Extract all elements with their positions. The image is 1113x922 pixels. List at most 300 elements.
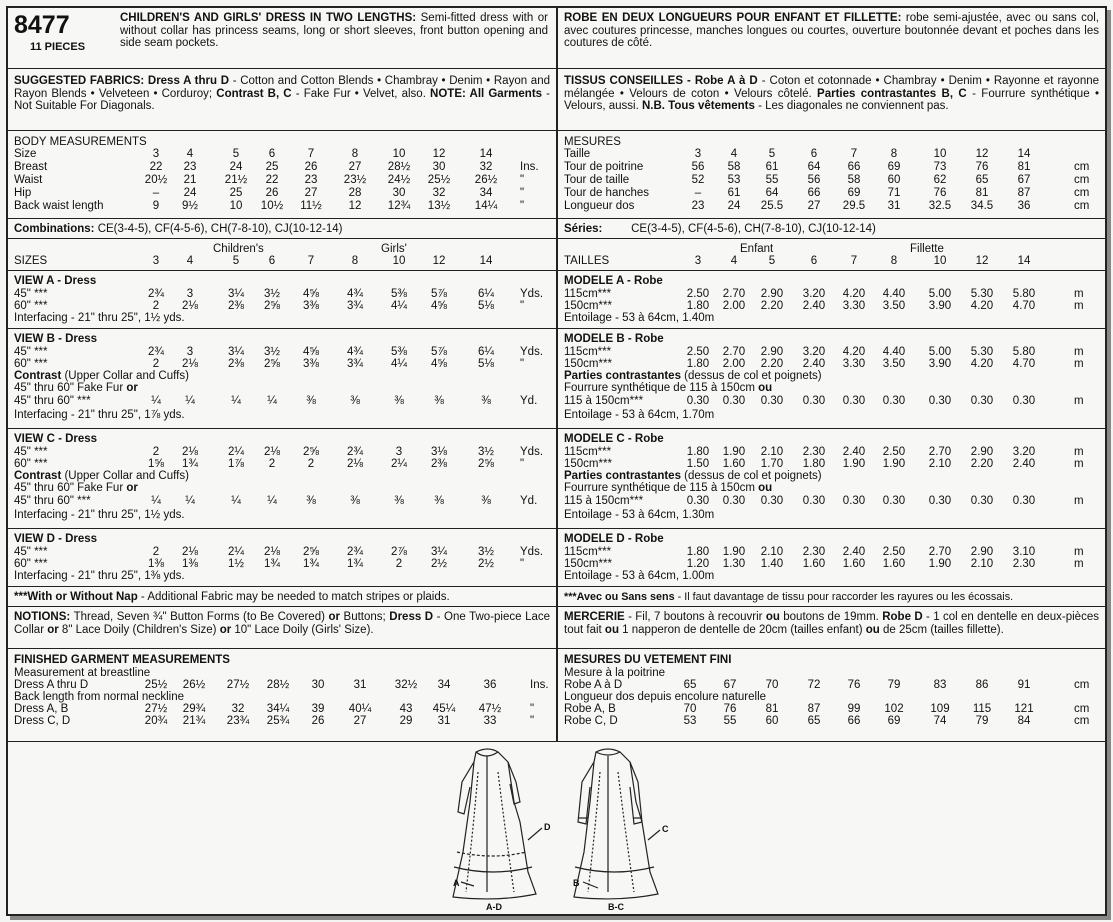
cell-value: 0.30: [842, 395, 866, 407]
row-label: Back waist length: [14, 200, 104, 212]
cell-value: 1.90: [722, 546, 746, 558]
size-header: 7: [850, 255, 858, 267]
cell-value: 76: [847, 679, 861, 691]
description: [120, 12, 548, 50]
cell-value: 69: [847, 187, 861, 199]
row-label: Hip: [14, 187, 32, 199]
cell-value: 5⅞: [431, 346, 447, 358]
cell-value: 1.40: [760, 558, 784, 570]
cell-value: 4.20: [842, 288, 866, 300]
cell-value: 2.40: [1012, 458, 1036, 470]
cell-value: 1.70: [760, 458, 784, 470]
size-header: 14: [479, 255, 493, 267]
cell-value: 86: [975, 679, 989, 691]
row-label: Waist: [14, 174, 43, 186]
cell-value: 2.40: [842, 546, 866, 558]
view-d-interfacing: Interfacing - 21" thru 25", 1⅜ yds.: [14, 570, 185, 582]
view-b-interfacing: Interfacing - 21" thru 25", 1⅞ yds.: [14, 409, 185, 421]
cell-value: 61: [727, 187, 741, 199]
cell-value: 2.20: [760, 300, 784, 312]
cell-value: 1.50: [686, 458, 710, 470]
cell-value: 2: [152, 546, 160, 558]
cell-value: ¼: [267, 495, 277, 507]
cell-value: ⅜: [434, 395, 444, 407]
row-label: 115 à 150cm***: [564, 495, 644, 507]
unit-label: m: [1074, 346, 1084, 358]
girls-label: Girls': [381, 243, 407, 255]
unit-label: Yds.: [520, 288, 544, 300]
cell-value: 25½: [144, 679, 168, 691]
cell-value: 53: [683, 715, 697, 727]
unit-label: m: [1074, 446, 1084, 458]
cell-value: 28½: [387, 161, 411, 173]
unit-label: ": [520, 458, 525, 470]
cell-value: 2¼: [228, 546, 244, 558]
cell-value: 66: [847, 715, 861, 727]
unit-label: Yd.: [520, 495, 538, 507]
cell-value: 11½: [300, 200, 322, 212]
unit-label: m: [1074, 458, 1084, 470]
cell-value: 3¾: [347, 300, 363, 312]
fabrics-section: [8, 68, 556, 130]
cell-value: 60: [765, 715, 779, 727]
cell-value: 62: [933, 174, 947, 186]
cell-value: 74: [933, 715, 947, 727]
cell-value: 32: [231, 703, 245, 715]
cell-value: 5.30: [970, 346, 994, 358]
cell-value: 0.30: [842, 495, 866, 507]
cell-value: 0.30: [760, 395, 784, 407]
cell-value: 0.30: [760, 495, 784, 507]
cell-value: 1.90: [928, 558, 952, 570]
cell-value: 79: [975, 715, 989, 727]
cell-value: 4⅝: [303, 288, 319, 300]
cell-value: 32.5: [928, 200, 952, 212]
cell-value: 5.80: [1012, 346, 1036, 358]
fr-description: ROBE EN DEUX LONGUEURS POUR ENFANT ET FILLETTE: robe semi-ajustée, avec ou sans col, avec coutures princesse, manches longues ou courtes, ouverture boutonnée devant et poches dans les coutures de côté.: [564, 12, 1099, 49]
cell-value: 32½: [394, 679, 418, 691]
cell-value: 9: [152, 200, 160, 212]
combinations-value: CE(3-4-5), CF(4-5-6), CH(7-8-10), CJ(10-12-14): [97, 223, 343, 235]
cell-value: 69: [887, 715, 901, 727]
row-label: 45" ***: [14, 346, 48, 358]
cell-value: 34: [479, 187, 493, 199]
size-header: 12: [432, 255, 446, 267]
cell-value: 4¾: [347, 288, 363, 300]
unit-label: ": [520, 200, 525, 212]
cell-value: ⅜: [394, 395, 404, 407]
cell-value: 5.80: [1012, 288, 1036, 300]
size-header: 6: [268, 255, 276, 267]
cell-value: 55: [765, 174, 779, 186]
row-label: 115cm***: [564, 346, 612, 358]
cell-value: 3.50: [882, 358, 906, 370]
cell-value: 2.10: [928, 458, 952, 470]
cell-value: 0.30: [686, 395, 710, 407]
unit-label: Yds.: [520, 346, 544, 358]
fr-series: Séries: CE(3-4-5), CF(4-5-6), CH(7-8-10), CJ(10-12-14): [558, 218, 1105, 238]
cell-value: 83: [933, 679, 947, 691]
cell-value: 1.80: [686, 300, 710, 312]
row-label: Breast: [14, 161, 48, 173]
cell-value: 26: [265, 187, 279, 199]
cell-value: 4.20: [970, 358, 994, 370]
cell-value: 3.30: [842, 300, 866, 312]
cell-value: 34.5: [970, 200, 994, 212]
cell-value: 5: [232, 148, 240, 160]
unit-label: Ins.: [530, 679, 549, 691]
cell-value: 65: [683, 679, 697, 691]
cell-value: 20¾: [144, 715, 168, 727]
unit-label: Yds.: [520, 446, 544, 458]
cell-value: 6¼: [478, 288, 494, 300]
cell-value: 1.60: [882, 558, 906, 570]
cell-value: 0.30: [882, 395, 906, 407]
cell-value: 21¾: [182, 715, 206, 727]
cell-value: 2⅜: [228, 358, 244, 370]
cell-value: 10: [229, 200, 243, 212]
cell-value: 5⅜: [391, 288, 407, 300]
sizes-label: SIZES: [14, 255, 48, 267]
cell-value: 26: [304, 161, 318, 173]
cell-value: 3: [694, 148, 702, 160]
cell-value: 23: [304, 174, 318, 186]
cell-value: ¼: [151, 395, 161, 407]
cell-value: ⅜: [481, 395, 491, 407]
cell-value: 70: [683, 703, 697, 715]
cell-value: 76: [933, 187, 947, 199]
row-label: Dress A thru D: [14, 679, 89, 691]
cell-value: 69: [887, 161, 901, 173]
cell-value: 2.70: [722, 288, 746, 300]
unit-label: m: [1074, 546, 1084, 558]
cell-value: 2¾: [347, 446, 363, 458]
cell-value: 23: [183, 161, 197, 173]
cell-value: 3⅜: [303, 300, 319, 312]
cell-value: 31: [437, 715, 451, 727]
cell-value: 1.30: [722, 558, 746, 570]
view-c-interfacing: Interfacing - 21" thru 25", 1½ yds.: [14, 509, 185, 521]
cell-value: 31: [887, 200, 901, 212]
unit-label: cm: [1074, 187, 1090, 199]
cell-value: 0.30: [686, 495, 710, 507]
cell-value: 27: [807, 200, 821, 212]
row-label: Dress A, B: [14, 703, 69, 715]
cell-value: ⅜: [394, 495, 404, 507]
cell-value: ⅜: [306, 395, 316, 407]
cell-value: 1⅜: [148, 558, 164, 570]
dress-sketches: [8, 742, 1105, 915]
cell-value: 30: [311, 679, 325, 691]
cell-value: 3¾: [347, 358, 363, 370]
cell-value: 4⅝: [431, 300, 447, 312]
cell-value: 3.20: [802, 288, 826, 300]
cell-value: 76: [975, 161, 989, 173]
cell-value: 43: [399, 703, 413, 715]
row-label: Robe A à D: [564, 679, 623, 691]
cell-value: 2.50: [686, 288, 710, 300]
size-header: 7: [307, 255, 315, 267]
cell-value: 2.50: [882, 446, 906, 458]
cell-value: 25.5: [760, 200, 784, 212]
cell-value: 32: [432, 187, 446, 199]
cell-value: 3.30: [842, 358, 866, 370]
size-header: 5: [768, 255, 776, 267]
cell-value: 109: [930, 703, 950, 715]
cell-value: 1½: [228, 558, 244, 570]
cell-value: 0.30: [1012, 395, 1036, 407]
cell-value: 21½: [224, 174, 248, 186]
cell-value: 58: [727, 161, 741, 173]
cell-value: 2⅝: [264, 300, 280, 312]
cell-value: 5.00: [928, 346, 952, 358]
size-header: 12: [975, 255, 989, 267]
front-view-dress-icon: [453, 749, 536, 899]
unit-label: m: [1074, 300, 1084, 312]
cell-value: 2⅛: [182, 300, 198, 312]
cell-value: 2: [307, 458, 315, 470]
cell-value: 81: [975, 187, 989, 199]
unit-label: ": [520, 300, 525, 312]
cell-value: 25½: [427, 174, 451, 186]
cell-value: 1¾: [182, 458, 198, 470]
cell-value: 3⅜: [303, 358, 319, 370]
cell-value: 5⅛: [478, 300, 494, 312]
cell-value: 24: [229, 161, 243, 173]
cell-value: 2⅝: [478, 458, 494, 470]
cell-value: 0.30: [928, 495, 952, 507]
cell-value: 70: [765, 679, 779, 691]
cell-value: 2.30: [802, 446, 826, 458]
cell-value: 1¾: [303, 558, 319, 570]
size-header: 6: [810, 255, 818, 267]
cell-value: 27½: [144, 703, 168, 715]
row-label: 150cm***: [564, 300, 612, 312]
cell-value: 1.90: [842, 458, 866, 470]
unit-label: ": [520, 174, 525, 186]
cell-value: –: [152, 187, 160, 199]
cell-value: 2: [152, 300, 160, 312]
cell-value: 5⅜: [391, 346, 407, 358]
cell-value: 12¾: [387, 200, 411, 212]
view-b-title: VIEW B - Dress: [14, 333, 98, 345]
row-label: 115cm***: [564, 288, 612, 300]
cell-value: 28: [348, 187, 362, 199]
cell-value: 25¾: [266, 715, 290, 727]
cell-value: 2.30: [1012, 558, 1036, 570]
cell-value: 10: [392, 148, 406, 160]
cell-value: 1.60: [842, 558, 866, 570]
cell-value: 2⅝: [264, 358, 280, 370]
cell-value: 2.70: [928, 546, 952, 558]
cell-value: 29.5: [842, 200, 866, 212]
unit-label: Yds.: [520, 546, 544, 558]
cell-value: ⅜: [350, 395, 360, 407]
cell-value: 73: [933, 161, 947, 173]
unit-label: m: [1074, 358, 1084, 370]
row-label: 60" ***: [14, 558, 48, 570]
cell-value: 4¼: [391, 358, 407, 370]
cell-value: 2⅛: [182, 446, 198, 458]
cell-value: 14: [1017, 148, 1031, 160]
sizes-header: [8, 238, 556, 270]
cell-value: 3½: [478, 446, 494, 458]
cell-value: 3: [395, 446, 403, 458]
unit-label: ": [520, 187, 525, 199]
unit-label: Yd.: [520, 395, 538, 407]
cell-value: 56: [691, 161, 705, 173]
cell-value: ⅜: [350, 495, 360, 507]
pattern-envelope-back: [6, 6, 1107, 916]
cell-value: 6: [268, 148, 276, 160]
row-label: 45" ***: [14, 288, 48, 300]
cell-value: 2⅛: [182, 358, 198, 370]
description-text: Semi-fitted dress with or without collar has princess seams, long or short sleeves, front button opening and side seam pockets.: [120, 12, 548, 49]
cell-value: 115: [972, 703, 992, 715]
cell-value: 99: [847, 703, 861, 715]
cell-value: 2.10: [760, 546, 784, 558]
cell-value: 28½: [266, 679, 290, 691]
unit-label: cm: [1074, 161, 1090, 173]
cell-value: ⅜: [434, 495, 444, 507]
cell-value: 30: [432, 161, 446, 173]
row-label: 150cm***: [564, 558, 612, 570]
fr-fabrics-section: TISSUS CONSEILLES - Robe A à D - Coton et cotonnade • Chambray • Denim • Rayonne et rayonne mélangée • Velours de coton • Velours côtelé. Parties contrastantes B, C - Fourrure synthétique • Velours, aussi. N.B. Tous vêtements - Les diagonales ne conviennent pas.: [558, 68, 1105, 130]
cell-value: 45¼: [432, 703, 456, 715]
cell-value: 2: [395, 558, 403, 570]
cell-value: 6: [810, 148, 818, 160]
label-a-d: A-D: [486, 902, 502, 912]
cell-value: 1.80: [686, 358, 710, 370]
row-label: 150cm***: [564, 358, 612, 370]
cell-value: 26½: [182, 679, 206, 691]
cell-value: 30: [392, 187, 406, 199]
size-header: 3: [694, 255, 702, 267]
cell-value: 24: [727, 200, 741, 212]
childrens-label: Children's: [213, 243, 264, 255]
cell-value: 26: [311, 715, 325, 727]
cell-value: 81: [1017, 161, 1031, 173]
fr-sizes-header: Enfant Fillette TAILLES 3 4 5 6 7 8 10 12 14: [558, 238, 1105, 270]
cell-value: 40¼: [348, 703, 372, 715]
cell-value: 2: [152, 446, 160, 458]
pieces-count: 11 PIECES: [30, 41, 86, 53]
cell-value: 2½: [431, 558, 447, 570]
unit-label: ": [530, 715, 535, 727]
cell-value: 2⅛: [264, 546, 280, 558]
fr-modele-d: MODELE D - Robe Entoilage - 53 à 64cm, 1.00m 115cm*** 1.80 1.90 2.10 2.30 2.40 2.50 2.70 2.90 3.10 m 150cm*** 1.20 1.30 1.40 1.60 1.60 1.60 1.90 2.10 2.30 m: [558, 528, 1105, 586]
cell-value: 2.50: [686, 346, 710, 358]
cell-value: ¼: [185, 495, 195, 507]
row-label: Robe A, B: [564, 703, 616, 715]
row-label: 45" ***: [14, 446, 48, 458]
row-label: Dress C, D: [14, 715, 71, 727]
cell-value: 56: [807, 174, 821, 186]
fr-modele-a: MODELE A - Robe Entoilage - 53 à 64cm, 1.40m 115cm*** 2.50 2.70 2.90 3.20 4.20 4.40 5.00 5.30 5.80 m 150cm*** 1.80 2.00 2.20 2.40 3.30 3.50 3.90 4.20 4.70 m: [558, 270, 1105, 328]
label-b: B: [573, 878, 580, 888]
fr-notions: MERCERIE - Fil, 7 boutons à recouvrir ou boutons de 19mm. Robe D - 1 col en dentelle en deux-pièces tout fait ou 1 napperon de dentelle de 20cm (tailles enfant) ou de 25cm (tailles fillette).: [558, 606, 1105, 648]
cell-value: 1⅞: [228, 458, 244, 470]
cell-value: ¼: [231, 495, 241, 507]
body-measurements: [8, 130, 556, 218]
finished-measurements: FINISHED GARMENT MEASUREMENTS Measurement at breastline Back length from normal neckline Dress A thru D 25½ 26½ 27½ 28½ 30 31 32½ 34 36 Ins. Dress A, B 27½ 29¾ 32 34¼ 39 40¼ 43 45¼ 47½ " Dress C, D 20¾ 21¾ 23¾ 25¾ 26 27 29 31 33 ": [8, 648, 556, 741]
cell-value: 3½: [264, 288, 280, 300]
cell-value: 2.70: [722, 346, 746, 358]
cell-value: 27: [348, 161, 362, 173]
cell-value: 3½: [264, 346, 280, 358]
cell-value: 47½: [478, 703, 502, 715]
cell-value: 2.30: [802, 546, 826, 558]
fr-nap-note: ***Avec ou Sans sens - Il faut davantage de tissu pour raccorder les rayures ou les écossais.: [558, 586, 1105, 606]
unit-label: Ins.: [520, 161, 539, 173]
cell-value: 0.30: [722, 395, 746, 407]
cell-value: 81: [765, 703, 779, 715]
cell-value: 5⅛: [478, 358, 494, 370]
cell-value: ¼: [151, 495, 161, 507]
cell-value: 1.80: [686, 546, 710, 558]
cell-value: 1.60: [722, 458, 746, 470]
cell-value: 1⅜: [182, 558, 198, 570]
cell-value: 36: [1017, 200, 1031, 212]
size-header: 5: [232, 255, 240, 267]
cell-value: 7: [850, 148, 858, 160]
cell-value: 7: [307, 148, 315, 160]
cell-value: 2¼: [228, 446, 244, 458]
row-label: Taille: [564, 148, 591, 160]
cell-value: 1.90: [882, 458, 906, 470]
cell-value: 2.20: [760, 358, 784, 370]
cell-value: 2.00: [722, 300, 746, 312]
cell-value: 33: [483, 715, 497, 727]
cell-value: 60: [887, 174, 901, 186]
cell-value: 2.10: [760, 446, 784, 458]
cell-value: 3¼: [228, 346, 244, 358]
cell-value: 0.30: [802, 495, 826, 507]
label-c: C: [662, 824, 669, 834]
cell-value: 1.20: [686, 558, 710, 570]
cell-value: 12: [348, 200, 362, 212]
cell-value: 79: [887, 679, 901, 691]
cell-value: 23½: [343, 174, 367, 186]
cell-value: 121: [1014, 703, 1034, 715]
cell-value: 3½: [478, 546, 494, 558]
cell-value: 4.70: [1012, 358, 1036, 370]
cell-value: 3¼: [228, 288, 244, 300]
cell-value: 2.90: [760, 346, 784, 358]
cell-value: 4¼: [391, 300, 407, 312]
cell-value: 0.30: [1012, 495, 1036, 507]
cell-value: 87: [1017, 187, 1031, 199]
row-label: 60" ***: [14, 300, 48, 312]
cell-value: 2.40: [802, 358, 826, 370]
cell-value: 3: [186, 288, 194, 300]
view-a: [8, 270, 556, 328]
row-label: Size: [14, 148, 37, 160]
cell-value: 1¾: [264, 558, 280, 570]
cell-value: 0.30: [970, 495, 994, 507]
body-measurements-title: BODY MEASUREMENTS: [14, 136, 147, 148]
cell-value: 3¼: [431, 546, 447, 558]
cell-value: 4¾: [347, 346, 363, 358]
cell-value: 91: [1017, 679, 1031, 691]
cell-value: 2: [152, 358, 160, 370]
cell-value: 0.30: [722, 495, 746, 507]
cell-value: 2.10: [970, 558, 994, 570]
cell-value: 0.30: [802, 395, 826, 407]
unit-label: m: [1074, 495, 1084, 507]
cell-value: 12: [975, 148, 989, 160]
unit-label: cm: [1074, 200, 1090, 212]
